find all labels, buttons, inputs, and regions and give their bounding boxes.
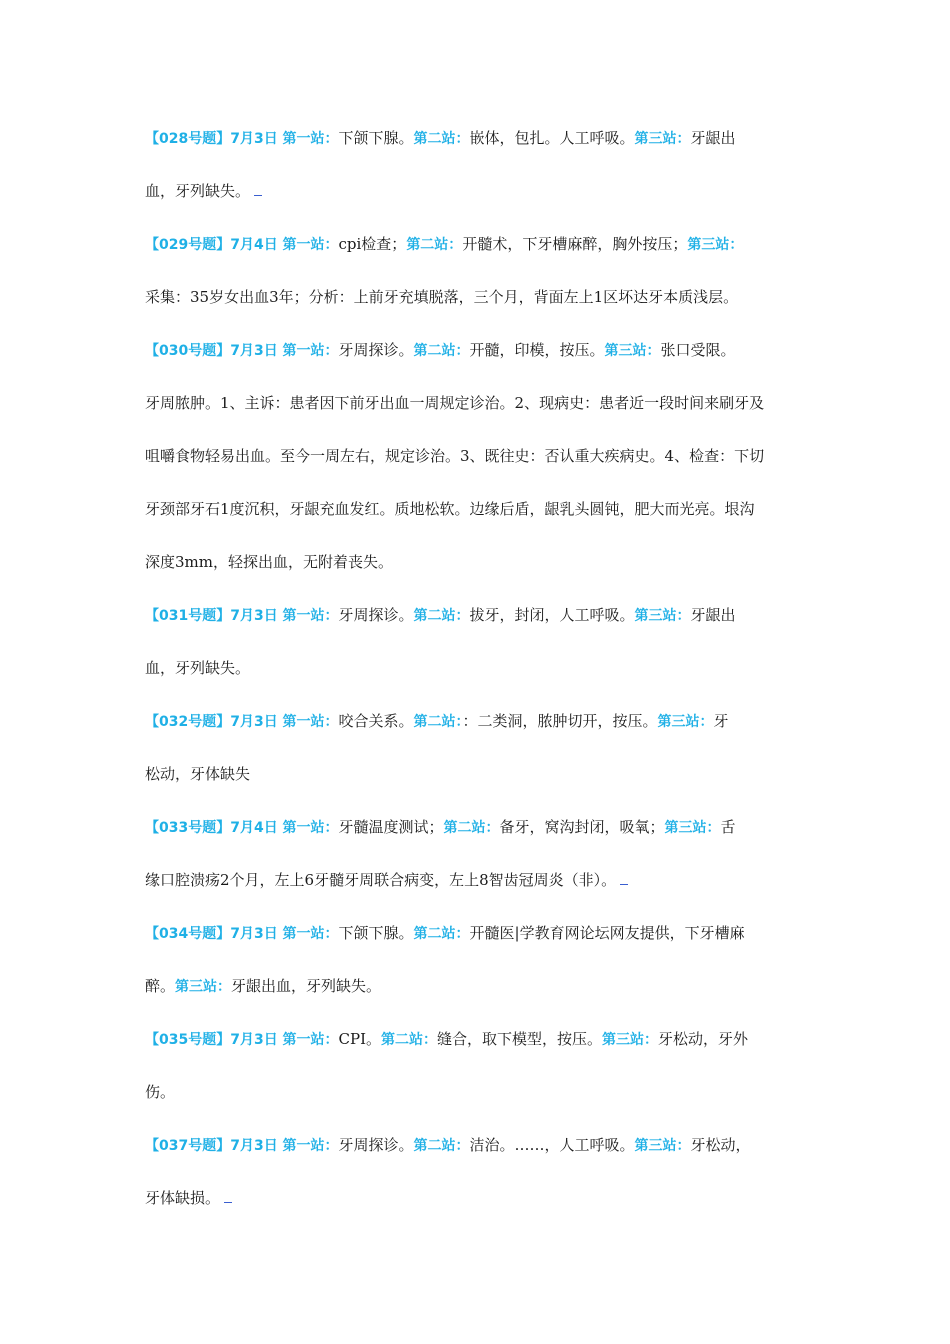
station-1-label: 第一站： [282,820,339,836]
entry-line [145,271,807,324]
question-entry-034 [145,907,807,1013]
entry-line [145,695,807,748]
entry-line [145,218,807,271]
station-2-label: 第二站： [381,1032,437,1048]
entry-line [145,1119,807,1172]
station-1-text: CPI。 [338,1030,381,1048]
station-2-text: 缝合，取下模型，按压。 [437,1030,603,1048]
station-3-text: 舌 [720,818,736,836]
station-1-label: 第一站： [282,1032,339,1048]
station-1-label: 第一站： [282,131,339,147]
station-3-label: 第三站： [687,237,744,253]
station-1-text: cpi检查； [338,235,407,253]
question-entry-037 [145,1119,807,1225]
question-header: 【035号题】7月3日 [145,1032,278,1048]
station-3-label: 第三站： [634,608,691,624]
underline-mark [254,183,262,196]
station-3-text-cont: 血，牙列缺失。 [145,182,251,200]
station-3-text-cont: 缘口腔溃疡2个月，左上6牙髓牙周联合病变，左上8智齿冠周炎（非）。 [145,871,617,889]
station-1-label: 第一站： [282,714,339,730]
station-3-label: 第三站： [604,343,661,359]
station-1-label: 第一站： [282,926,339,942]
entry-line [145,1013,807,1066]
station-3-text-cont: 牙体缺损。 [145,1189,221,1207]
station-2-label: 第二站： [413,1138,470,1154]
entry-line [145,165,807,218]
station-1-label: 第一站： [282,237,339,253]
entry-line [145,377,807,430]
station-3-text-cont: 血，牙列缺失。 [145,659,251,677]
station-3-text-cont: 松动，牙体缺失 [145,765,251,783]
entry-line [145,801,807,854]
entry-line [145,642,807,695]
station-2-text: 开髓医|学教育网论坛网友提供，下牙槽麻 [469,924,745,942]
station-2-label: 第二站： [406,237,463,253]
case-text-line: 牙颈部牙石1度沉积，牙龈充血发红。质地松软。边缘后盾，龈乳头圆钝，肥大而光亮。垠沟 [145,500,755,518]
station-1-text: 牙周探诊。 [338,606,414,624]
station-2-text: 备牙，窝沟封闭，吸氧； [499,818,665,836]
station-2-label: 第二站： [413,343,470,359]
question-entry-035 [145,1013,807,1119]
station-2-text: 洁治。……，人工呼吸。 [469,1136,635,1154]
station-2-label: 第二站： [443,820,500,836]
entry-line [145,907,807,960]
station-2-text: 嵌体，包扎。人工呼吸。 [469,129,635,147]
underline-mark [620,872,628,885]
station-2-text: ：二类洞，脓肿切开，按压。 [462,712,658,730]
entry-line [145,960,807,1013]
entry-line [145,324,807,377]
question-entry-031 [145,589,807,695]
case-text-line: 深度3mm，轻探出血，无附着丧失。 [145,553,393,571]
station-3-label: 第三站： [602,1032,659,1048]
entry-line [145,112,807,165]
question-header: 【034号题】7月3日 [145,926,278,942]
entry-line [145,536,807,589]
question-entry-032 [145,695,807,801]
station-1-label: 第一站： [282,1138,339,1154]
question-header: 【031号题】7月3日 [145,608,278,624]
question-header: 【032号题】7月3日 [145,714,278,730]
station-3-text: 牙龈出血，牙列缺失。 [231,977,382,995]
question-entry-033 [145,801,807,907]
station-1-text: 下颌下腺。 [338,129,414,147]
question-entry-029 [145,218,807,324]
station-2-label: 第二站： [413,714,463,730]
entry-line [145,854,807,907]
station-3-text: 牙 [713,712,729,730]
case-text-line: 咀嚼食物轻易出血。至今一周左右，规定诊治。3、既往史：否认重大疾病史。4、检查：下切 [145,447,765,465]
case-text-line: 牙周脓肿。1、主诉：患者因下前牙出血一周规定诊治。2、现病史：患者近一段时间来刷牙及 [145,394,765,412]
entry-line [145,589,807,642]
entry-line [145,483,807,536]
station-3-text: 牙龈出 [690,606,736,624]
station-2-label: 第二站： [413,131,470,147]
question-header: 【028号题】7月3日 [145,131,278,147]
station-1-text: 咬合关系。 [338,712,414,730]
station-1-label: 第一站： [282,608,339,624]
station-3-text: 牙松动，牙外 [658,1030,749,1048]
station-3-text-cont: 伤。 [145,1083,176,1101]
question-header: 【037号题】7月3日 [145,1138,278,1154]
station-3-label: 第三站： [657,714,714,730]
station-1-text: 牙髓温度测试； [338,818,444,836]
station-3-label: 第三站： [634,131,691,147]
question-header: 【029号题】7月4日 [145,237,278,253]
question-header: 【030号题】7月3日 [145,343,278,359]
station-3-text: 牙松动， [690,1136,751,1154]
station-2-text: 拔牙，封闭，人工呼吸。 [469,606,635,624]
station-3-label: 第三站： [175,979,232,995]
entry-line [145,1066,807,1119]
station-1-text: 下颌下腺。 [338,924,414,942]
question-header: 【033号题】7月4日 [145,820,278,836]
document-page [145,112,807,1225]
station-3-text: 牙龈出 [690,129,736,147]
station-2-label: 第二站： [413,608,470,624]
station-1-label: 第一站： [282,343,339,359]
entry-line [145,748,807,801]
station-2-label: 第二站： [413,926,470,942]
station-1-text: 牙周探诊。 [338,1136,414,1154]
station-3-label: 第三站： [634,1138,691,1154]
question-entry-030 [145,324,807,589]
underline-mark [224,1190,232,1203]
station-3-text-cont: 采集：35岁女出血3年；分析：上前牙充填脱落，三个月，背面左上1区坏达牙本质浅层。 [145,288,739,306]
question-entry-028 [145,112,807,218]
station-1-text: 牙周探诊。 [338,341,414,359]
station-3-label: 第三站： [664,820,721,836]
station-2-text: 开髓术，下牙槽麻醉，胸外按压； [462,235,688,253]
station-2-text-cont: 醉。 [145,977,176,995]
station-2-text: 开髓，印模，按压。 [469,341,605,359]
entry-line [145,1172,807,1225]
station-3-text: 张口受限。 [660,341,736,359]
entry-line [145,430,807,483]
